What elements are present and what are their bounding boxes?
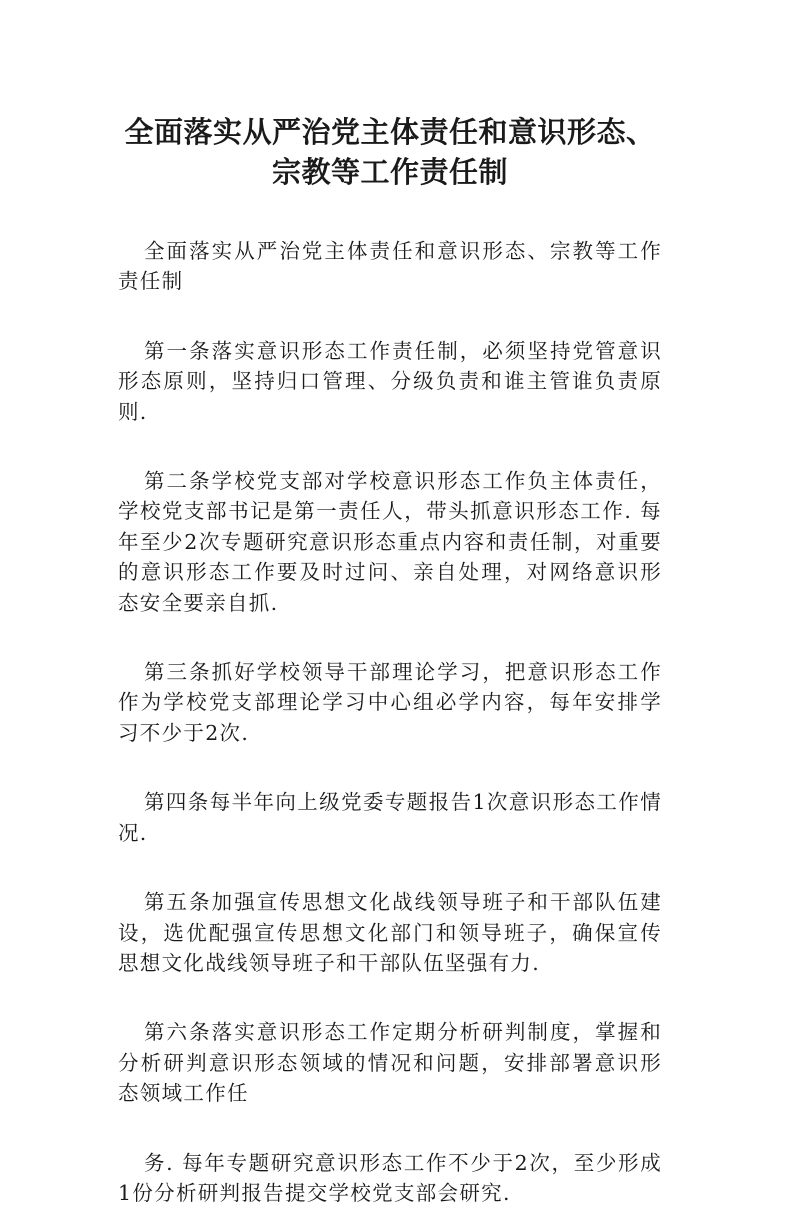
paragraph-article-1: 第一条落实意识形态工作责任制，必须坚持党管意识形态原则，坚持归口管理、分级负责和谁主管谁负责原则. [118,338,662,424]
title-line-2: 宗教等工作责任制 [271,155,508,189]
paragraph-article-5: 第五条加强宣传思想文化战线领导班子和干部队伍建设，选优配强宣传思想文化部门和领导班子，确保宣传思想文化战线领导班子和干部队伍坚强有力. [118,890,662,975]
paragraph-intro: 全面落实从严治党主体责任和意识形态、宗教等工作责任制 [118,239,662,294]
paragraph-article-6: 第六条落实意识形态工作定期分析研判制度，掌握和分析研判意识形态领域的情况和问题，安排部署意识形态领域工作任 [118,1020,662,1106]
title-line-1: 全面落实从严治党主体责任和意识形态、 [124,115,656,149]
paragraph-article-4: 第四条每半年向上级党委专题报告1次意识形态工作情况. [118,790,662,845]
paragraph-article-6-continued: 务. 每年专题研究意识形态工作不少于2次，至少形成1份分析研判报告提交学校党支部会研究. [118,1150,662,1205]
paragraph-article-3: 第三条抓好学校领导干部理论学习，把意识形态工作作为学校党支部理论学习中心组必学内容，每年安排学习不少于2次. [118,660,662,745]
document-body [118,236,662,1208]
paragraph-article-2: 第二条学校党支部对学校意识形态工作负主体责任，学校党支部书记是第一责任人，带头抓意识形态工作. 每年至少2次专题研究意识形态重点内容和责任制，对重要的意识形态工作要及时过问、亲自处理，对网络意识形态安全要亲自抓. [118,469,662,615]
document-title [118,112,662,192]
